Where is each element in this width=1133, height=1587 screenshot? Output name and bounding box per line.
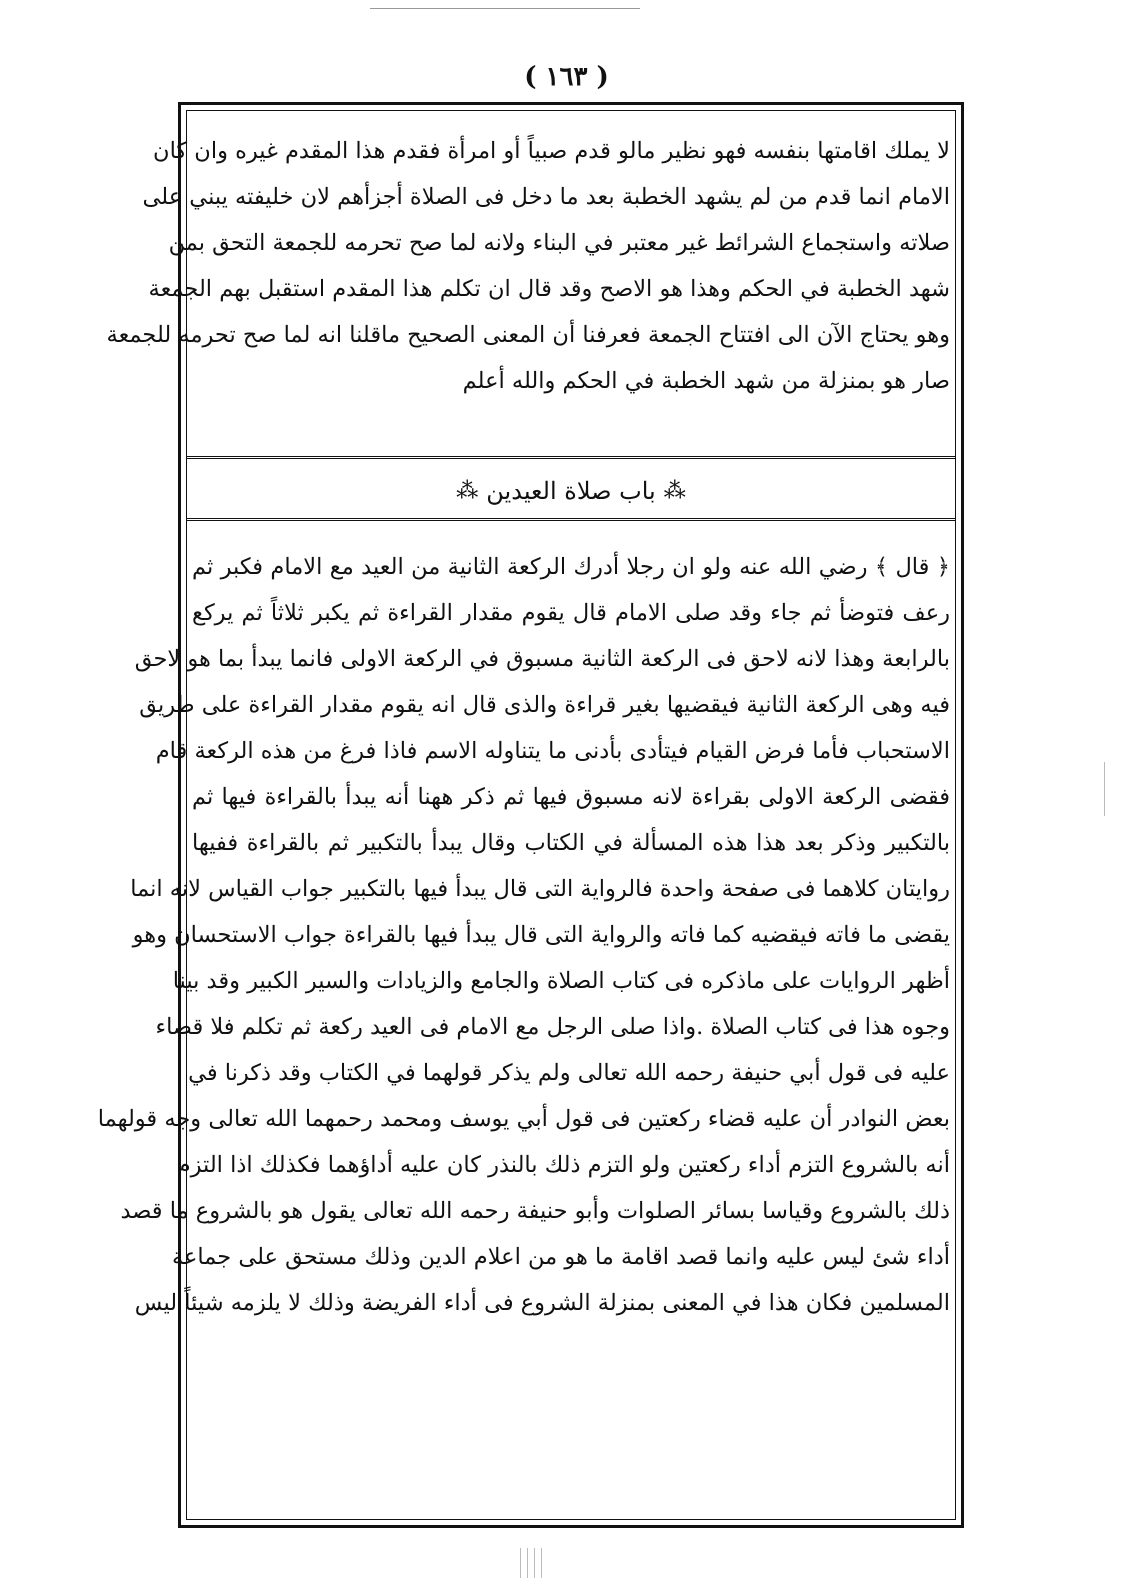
text-line: أظهر الروايات على ماذكره فى كتاب الصلاة والجامع والزيادات والسير الكبير وقد بينا bbox=[172, 968, 950, 994]
text-line: ﴿ قال ﴾ رضي الله عنه ولو ان رجلا أدرك الركعة الثانية من العيد مع الامام فكبر ثم bbox=[192, 554, 950, 580]
chapter-heading bbox=[186, 466, 956, 516]
page-number: ( ١٦٣ ) bbox=[524, 62, 609, 92]
section-bottom-text bbox=[97, 544, 950, 1326]
ornament-icon: ⁂ bbox=[663, 478, 686, 504]
text-line: الاستحباب فأما فرض القيام فيتأدى بأدنى ما يتناوله الاسم فاذا فرغ من هذه الركعة قام bbox=[155, 738, 950, 764]
separator-rule bbox=[186, 518, 956, 521]
ornament-icon: ⁂ bbox=[456, 478, 479, 504]
text-line: لا يملك اقامتها بنفسه فهو نظير مالو قدم صبياً أو امرأة فقدم هذا المقدم غيره وان كان bbox=[153, 138, 950, 164]
text-line: وجوه هذا فى كتاب الصلاة .واذا صلى الرجل مع الامام فى العيد ركعة ثم تكلم فلا قضاء bbox=[155, 1014, 950, 1040]
text-line: ذلك بالشروع وقياسا بسائر الصلوات وأبو حنيفة رحمه الله تعالى يقول هو بالشروع ما قصد bbox=[120, 1198, 950, 1224]
text-line: روايتان كلاهما فى صفحة واحدة فالرواية التى قال يبدأ فيها بالتكبير جواب القياس لانه انما bbox=[130, 876, 950, 902]
text-line: يقضى ما فاته فيقضيه كما فاته والرواية التى قال يبدأ فيها بالقراءة جواب الاستحسان وهو bbox=[132, 922, 950, 948]
text-line: رعف فتوضأ ثم جاء وقد صلى الامام قال يقوم مقدار القراءة ثم يكبر ثلاثاً ثم يركع bbox=[192, 600, 950, 626]
scan-bottom-marks bbox=[520, 1548, 548, 1582]
text-line: فقضى الركعة الاولى بقراءة لانه مسبوق فيها ثم ذكر ههنا أنه يبدأ بالقراءة فيها ثم bbox=[192, 784, 950, 810]
text-line: عليه فى قول أبي حنيفة رحمه الله تعالى ولم يذكر قولهما في الكتاب وقد ذكرنا في bbox=[188, 1060, 950, 1086]
text-line: شهد الخطبة في الحكم وهذا هو الاصح وقد قال ان تكلم هذا المقدم استقبل بهم الجمعة bbox=[148, 276, 950, 302]
text-line: صار هو بمنزلة من شهد الخطبة في الحكم والله أعلم bbox=[462, 368, 950, 394]
section-top-text bbox=[106, 128, 950, 404]
text-line: بالتكبير وذكر بعد هذا هذه المسألة في الكتاب وقال يبدأ بالتكبير ثم بالقراءة ففيها bbox=[192, 830, 950, 856]
text-line: بعض النوادر أن عليه قضاء ركعتين فى قول أبي يوسف ومحمد رحمهما الله تعالى وجه قولهما bbox=[97, 1106, 950, 1132]
text-line: الامام انما قدم من لم يشهد الخطبة بعد ما دخل فى الصلاة أجزأهم لان خليفته يبني على bbox=[142, 184, 950, 210]
text-line: بالرابعة وهذا لانه لاحق فى الركعة الثانية مسبوق في الركعة الاولى فانما يبدأ بما هو لاحق bbox=[134, 646, 950, 672]
top-rule bbox=[370, 8, 640, 9]
text-line: وهو يحتاج الآن الى افتتاح الجمعة فعرفنا أن المعنى الصحيح ماقلنا انه لما صح تحرمه للجمعة bbox=[106, 322, 950, 348]
text-line: أداء شئ ليس عليه وانما قصد اقامة ما هو من اعلام الدين وذلك مستحق على جماعة bbox=[171, 1244, 950, 1270]
text-line: أنه بالشروع التزم أداء ركعتين ولو التزم ذلك بالنذر كان عليه أداؤهما فكذلك اذا التزم bbox=[176, 1152, 950, 1178]
separator-rule bbox=[186, 456, 956, 459]
text-line: فيه وهى الركعة الثانية فيقضيها بغير قراءة والذى قال انه يقوم مقدار القراءة على طريق bbox=[139, 692, 950, 718]
chapter-title: باب صلاة العيدين bbox=[486, 477, 656, 505]
scan-margin-mark bbox=[1104, 762, 1105, 816]
text-line: صلاته واستجماع الشرائط غير معتبر في البناء ولانه لما صح تحرمه للجمعة التحق بمن bbox=[168, 230, 950, 256]
text-line: المسلمين فكان هذا في المعنى بمنزلة الشروع فى أداء الفريضة وذلك لا يلزمه شيئاً ليس bbox=[134, 1290, 950, 1316]
